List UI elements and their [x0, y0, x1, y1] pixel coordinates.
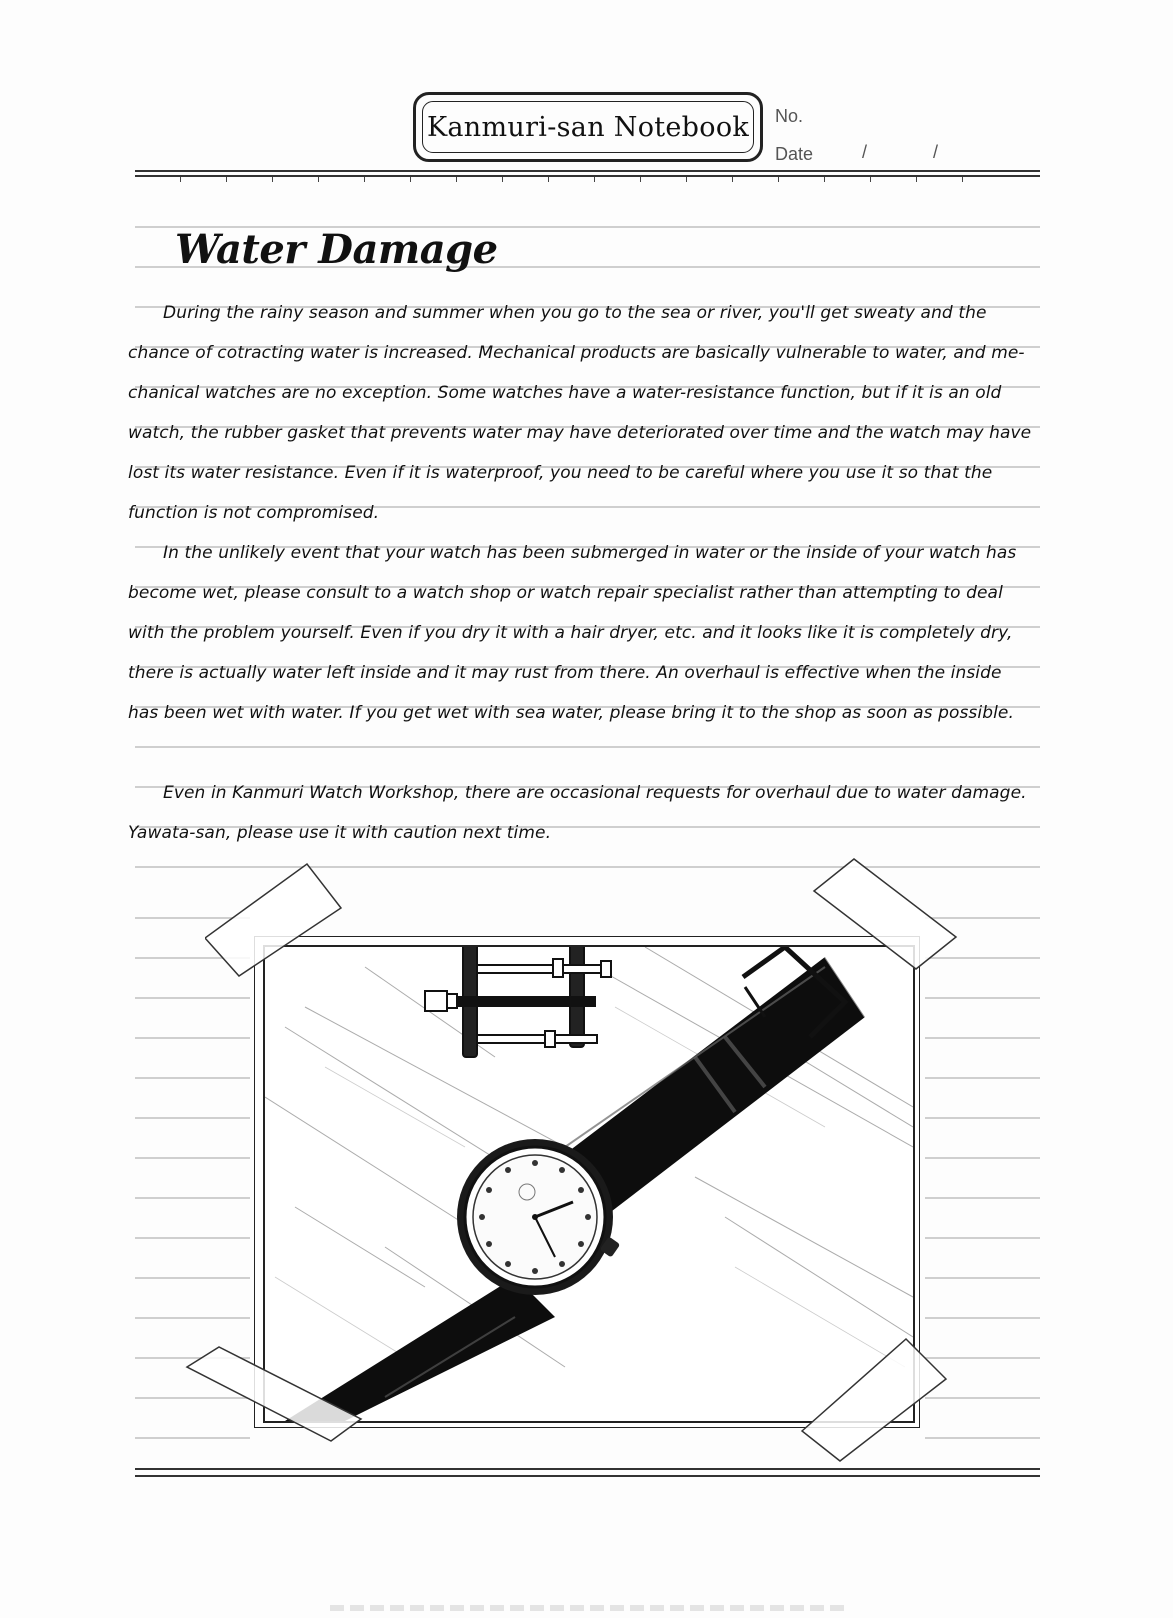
ruled-line — [925, 1317, 1040, 1319]
ruled-line — [135, 1277, 250, 1279]
tape-top-left — [205, 860, 345, 980]
header-tick — [686, 177, 687, 182]
header-tick — [180, 177, 181, 182]
ruled-line — [925, 1157, 1040, 1159]
text-line: with the problem yourself. Even if you dry it with a hair dryer, etc. and it looks like it is completely dry, — [128, 623, 1013, 643]
ruled-line — [135, 1197, 250, 1199]
header-tick — [410, 177, 411, 182]
text-line: In the unlikely event that your watch has been submerged in water or the inside of your watch has — [163, 543, 1017, 563]
header-tick — [502, 177, 503, 182]
header-rule — [135, 175, 1040, 177]
ruled-line — [925, 1077, 1040, 1079]
header-tick — [226, 177, 227, 182]
ruled-line — [925, 1277, 1040, 1279]
ruled-line — [135, 746, 1040, 748]
text-line: chanical watches are no exception. Some watches have a water-resistance function, but if it is an old — [128, 383, 1002, 403]
header-tick — [778, 177, 779, 182]
text-line: there is actually water left inside and it may rust from there. An overhaul is effective when the inside — [128, 663, 1002, 683]
notebook-title: Kanmuri-san Notebook — [426, 111, 750, 143]
header-tick — [962, 177, 963, 182]
tape-bottom-right — [800, 1335, 950, 1465]
ruled-line — [135, 1037, 250, 1039]
section-heading: Water Damage — [175, 226, 498, 273]
text-line: has been wet with water. If you get wet with sea water, please bring it to the shop as soon as possible. — [128, 703, 1014, 723]
text-line: chance of cotracting water is increased. Mechanical products are basically vulnerable to water, and me- — [128, 343, 1025, 363]
header-tick — [594, 177, 595, 182]
header-tick — [272, 177, 273, 182]
text-line: Yawata-san, please use it with caution next time. — [128, 823, 552, 843]
ruled-line — [925, 1197, 1040, 1199]
date-separator: / — [862, 142, 868, 162]
header-tick — [916, 177, 917, 182]
header-tick — [824, 177, 825, 182]
text-line: function is not compromised. — [128, 503, 380, 523]
ruled-line — [925, 997, 1040, 999]
ruled-line — [925, 1117, 1040, 1119]
header-tick — [640, 177, 641, 182]
ruled-line — [135, 997, 250, 999]
header-tick — [318, 177, 319, 182]
text-line: watch, the rubber gasket that prevents water may have deteriorated over time and the watch may have — [128, 423, 1032, 443]
header-rule — [135, 170, 1040, 172]
faint-footer-mark — [330, 1605, 850, 1611]
header-tick — [548, 177, 549, 182]
header-tick — [732, 177, 733, 182]
ruled-line — [135, 1077, 250, 1079]
text-line: become wet, please consult to a watch shop or watch repair specialist rather than attempting to deal — [128, 583, 1003, 603]
header-tick — [364, 177, 365, 182]
text-line: During the rainy season and summer when you go to the sea or river, you'll get sweaty and the — [163, 303, 987, 323]
ruled-line — [925, 1037, 1040, 1039]
footer-rule — [135, 1475, 1040, 1477]
notebook-title-box — [413, 92, 763, 162]
header-tick — [870, 177, 871, 182]
tape-top-right — [810, 855, 960, 975]
case-opener-tool — [425, 947, 611, 1057]
footer-rule — [135, 1468, 1040, 1470]
text-line: lost its water resistance. Even if it is waterproof, you need to be careful where you use it so that the — [128, 463, 993, 483]
text-line: Even in Kanmuri Watch Workshop, there are occasional requests for overhaul due to water damage. — [163, 783, 1027, 803]
ruled-line — [135, 1117, 250, 1119]
tape-bottom-left — [185, 1345, 365, 1445]
number-label: No. — [775, 106, 804, 126]
date-label: Date — [775, 144, 814, 164]
ruled-line — [135, 1157, 250, 1159]
date-separator: / — [933, 142, 939, 162]
ruled-line — [925, 1237, 1040, 1239]
ruled-line — [135, 1317, 250, 1319]
header-tick — [456, 177, 457, 182]
ruled-line — [135, 1237, 250, 1239]
